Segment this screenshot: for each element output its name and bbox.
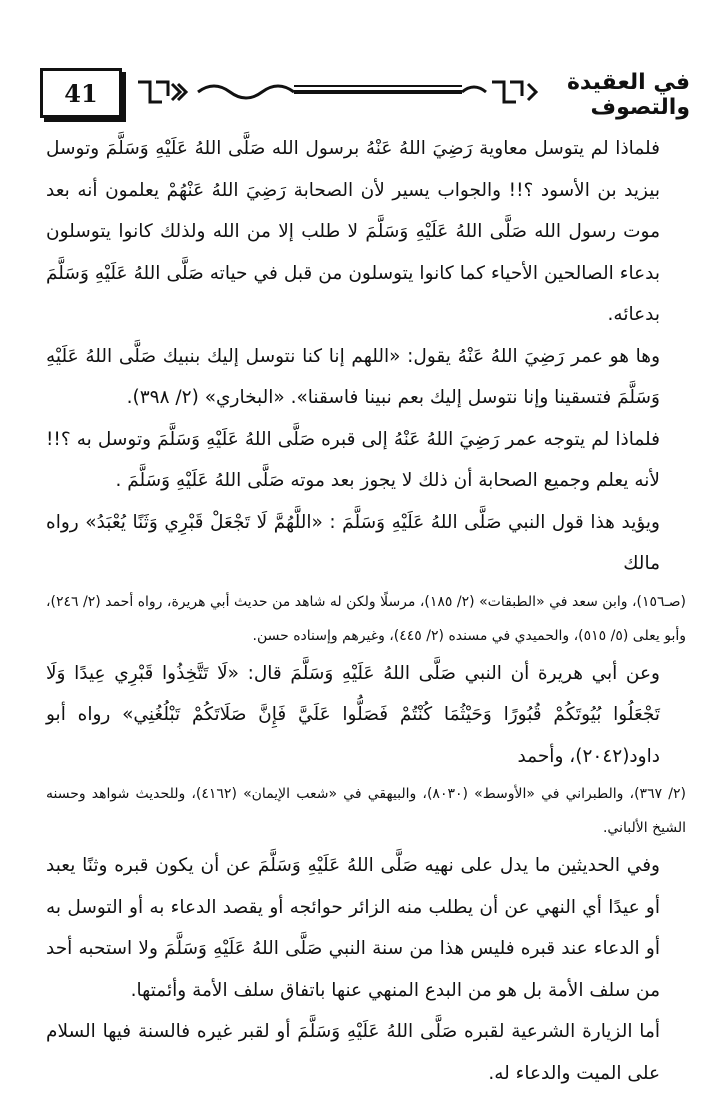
- paragraph: وها هو عمر رَضِيَ اللهُ عَنْهُ يقول: «اللهم إنا كنا نتوسل إليك بنبيك صَلَّى اللهُ عَلَيْهِ وَسَلَّمَ فتسقينا وإنا نتوسل إليك بعم نبينا فاسقنا». «البخاري» (٢/ ٣٩٨).: [46, 345, 660, 408]
- paragraph: وفي الحديثين ما يدل على نهيه صَلَّى اللهُ عَلَيْهِ وَسَلَّمَ عن أن يكون قبره وثنًا يعبد أو عيدًا أي النهي عن أن يطلب منه الزائر حوائجه أو يقصد الدعاء به أو التوسل به أو الدعاء عند قبره فليس هذا من سنة النبي صَلَّى اللهُ عَلَيْهِ وَسَلَّمَ ولا استحبه أحد من سلف الأمة بل هو من البدع المنهي عنها باتفاق سلف الأمة وأئمتها.: [46, 855, 660, 1001]
- header-ornament: [132, 74, 542, 110]
- paragraph: فلماذا لم يتوسل معاوية رَضِيَ اللهُ عَنْهُ برسول الله صَلَّى اللهُ عَلَيْهِ وَسَلَّمَ وتوسل بيزيد بن الأسود ؟!! والجواب يسير لأن الصحابة رَضِيَ اللهُ عَنْهُمْ يعلمون أنه بعد موت رسول الله صَلَّى اللهُ عَلَيْهِ وَسَلَّمَ لا طلب إلا من الله ولذلك كانوا يتوسلون بدعاء الصالحين الأحياء كما كانوا يتوسلون من قبل في حياته صَلَّى اللهُ عَلَيْهِ وَسَلَّمَ بدعائه.: [46, 138, 660, 325]
- paragraph: فلماذا لم يتوجه عمر رَضِيَ اللهُ عَنْهُ إلى قبره صَلَّى اللهُ عَلَيْهِ وَسَلَّمَ وتوسل به ؟!! لأنه يعلم وجميع الصحابة أن ذلك لا يجوز بعد موته صَلَّى اللهُ عَلَيْهِ وَسَلَّمَ .: [46, 428, 660, 491]
- page-number: 41: [64, 78, 98, 108]
- page-number-box: [40, 68, 122, 118]
- citation-paragraph: (صـ١٥٦)، وابن سعد في «الطبقات» (٢/ ١٨٥)، مرسلًا ولكن له شاهد من حديث أبي هريرة، رواه أحمد (٢/ ٢٤٦)، وأبو يعلى (٥/ ٥١٥)، والحميدي في مسنده (٢/ ٤٤٥)، وغيرهم وإسناده حسن.: [46, 593, 686, 644]
- paragraph: وعن أبي هريرة أن النبي صَلَّى اللهُ عَلَيْهِ وَسَلَّمَ قال: «لَا تَتَّخِذُوا قَبْرِي عِيدًا وَلَا تَجْعَلُوا بُيُوتَكُمْ قُبُورًا وَحَيْثُمَا كُنْتُمْ فَصَلُّوا عَلَيَّ فَإِنَّ صَلَاتَكُمْ تَبْلُغُنِي» رواه أبو داود(٢٠٤٢)، وأحمد: [46, 662, 660, 767]
- paragraph: أما الزيارة الشرعية لقبره صَلَّى اللهُ عَلَيْهِ وَسَلَّمَ أو لقبر غيره فالسنة فيها السلام على الميت والدعاء له.: [46, 1021, 660, 1084]
- page-header: [40, 60, 690, 122]
- paragraph: ويؤيد هذا قول النبي صَلَّى اللهُ عَلَيْهِ وَسَلَّمَ : «اللَّهُمَّ لَا تَجْعَلْ قَبْرِي وَثَنًا يُعْبَدُ» رواه مالك: [46, 511, 660, 574]
- page-body: [46, 128, 686, 1094]
- running-title: في العقيدة والتصوف: [566, 70, 690, 120]
- citation-paragraph: (٢/ ٣٦٧)، والطبراني في «الأوسط» (٨٠٣٠)، والبيهقي في «شعب الإيمان» (٤١٦٢)، وللحديث شواهد وحسنه الشيخ الألباني.: [46, 786, 686, 836]
